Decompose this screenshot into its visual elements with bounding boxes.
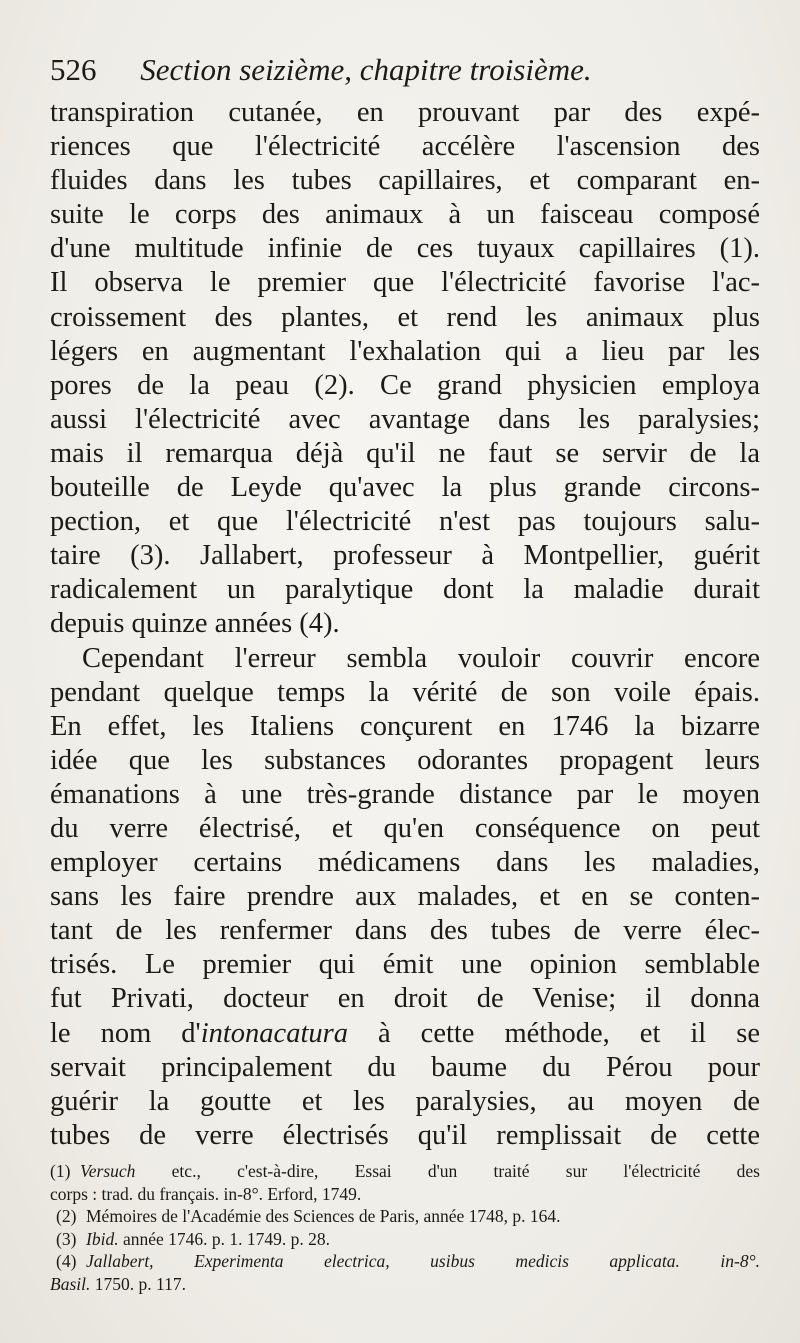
italic-term: intonacatura <box>200 1017 348 1049</box>
footnotes <box>50 1160 760 1295</box>
text-line: servait principalement du baume du Pérou pour <box>50 1051 760 1083</box>
text-line: bouteille de Leyde qu'avec la plus grande circons- <box>50 472 760 504</box>
footnote-italic: Versuch <box>80 1161 136 1181</box>
text-line: aussi l'électricité avec avantage dans les paralysies; <box>50 403 760 435</box>
text-line: transpiration cutanée, en prouvant par des expé- <box>50 97 760 128</box>
text-line: taire (3). Jallabert, professeur à Montpellier, guérit <box>50 540 760 572</box>
text-line: sans les faire prendre aux malades, et en se conten- <box>50 881 760 913</box>
text-line: mais il remarqua déjà qu'il ne faut se servir de la <box>50 437 760 469</box>
text-line: riences que l'électricité accélère l'ascension des <box>50 131 760 163</box>
text-line: tubes de verre électrisés qu'il remplissait de cette <box>50 1119 760 1151</box>
text-line-paragraph-start: Cependant l'erreur sembla vouloir couvrir encore <box>82 642 760 674</box>
footnote-italic: Jallabert, Experimenta electrica, usibus medicis applicata. in-8°. <box>86 1251 760 1271</box>
running-title: Section seizième, chapitre troisième. <box>140 52 592 87</box>
footnote-text: Mémoires de l'Académie des Sciences de Paris, année 1748, p. 164. <box>86 1206 561 1226</box>
footnote-marker: (3) <box>56 1228 77 1249</box>
text-line: trisés. Le premier qui émit une opinion semblable <box>50 949 760 981</box>
footnote-4-continuation <box>50 1273 760 1296</box>
text-line-intonacatura <box>50 1017 760 1051</box>
footnote-marker: (1) <box>50 1161 71 1181</box>
text-line: pendant quelque temps la vérité de son voile épais. <box>50 676 760 708</box>
text-line: croissement des plantes, et rend les animaux plus <box>50 301 760 333</box>
text-line: pores de la peau (2). Ce grand physicien employa <box>50 369 760 401</box>
text-line: fluides dans les tubes capillaires, et comparant en- <box>50 165 760 197</box>
footnote-italic: Basil. <box>50 1273 91 1294</box>
text-line-paragraph-end: depuis quinze années (4). <box>50 608 340 640</box>
text-line: En effet, les Italiens conçurent en 1746 la bizarre <box>50 710 760 742</box>
footnote-italic: Ibid. <box>86 1228 119 1249</box>
page-number: 526 <box>50 52 97 87</box>
text-line: du verre électrisé, et qu'en conséquence on peut <box>50 812 760 844</box>
page-header <box>50 46 760 94</box>
footnote-2 <box>50 1205 760 1228</box>
text-line: suite le corps des animaux à un faisceau composé <box>50 199 760 231</box>
footnote-1 <box>50 1160 760 1183</box>
footnote-3 <box>50 1228 760 1251</box>
text-line: fut Privati, docteur en droit de Venise; il donna <box>50 983 760 1015</box>
footnote-marker: (4) <box>56 1251 77 1271</box>
footnote-text: 1750. p. 117. <box>90 1273 186 1294</box>
text-segment: à cette méthode, et il se <box>347 1017 760 1049</box>
footnote-1-continuation: corps : trad. du français. in-8°. Erford, 1749. <box>50 1183 362 1204</box>
footnote-4 <box>50 1250 760 1273</box>
text-line: idée que les substances odorantes propagent leurs <box>50 744 760 776</box>
body-text <box>50 96 760 1153</box>
text-line: légers en augmentant l'exhalation qui a lieu par les <box>50 335 760 367</box>
footnote-text: etc., c'est-à-dire, Essai d'un traité sur l'électricité des <box>135 1161 760 1181</box>
footnote-text: année 1746. p. 1. 1749. p. 28. <box>118 1228 331 1249</box>
text-line: Il observa le premier que l'électricité favorise l'ac- <box>50 267 760 299</box>
text-line: tant de les renfermer dans des tubes de verre élec- <box>50 915 760 947</box>
text-line: émanations à une très-grande distance par le moyen <box>50 778 760 810</box>
text-line: radicalement un paralytique dont la maladie durait <box>50 574 760 606</box>
text-line: guérir la goutte et les paralysies, au moyen de <box>50 1085 760 1117</box>
text-line: employer certains médicamens dans les maladies, <box>50 847 760 879</box>
text-line: pection, et que l'électricité n'est pas toujours salu- <box>50 506 760 538</box>
text-segment: le nom d' <box>50 1017 201 1049</box>
footnote-marker: (2) <box>56 1206 77 1226</box>
text-line: d'une multitude infinie de ces tuyaux capillaires (1). <box>50 233 760 265</box>
